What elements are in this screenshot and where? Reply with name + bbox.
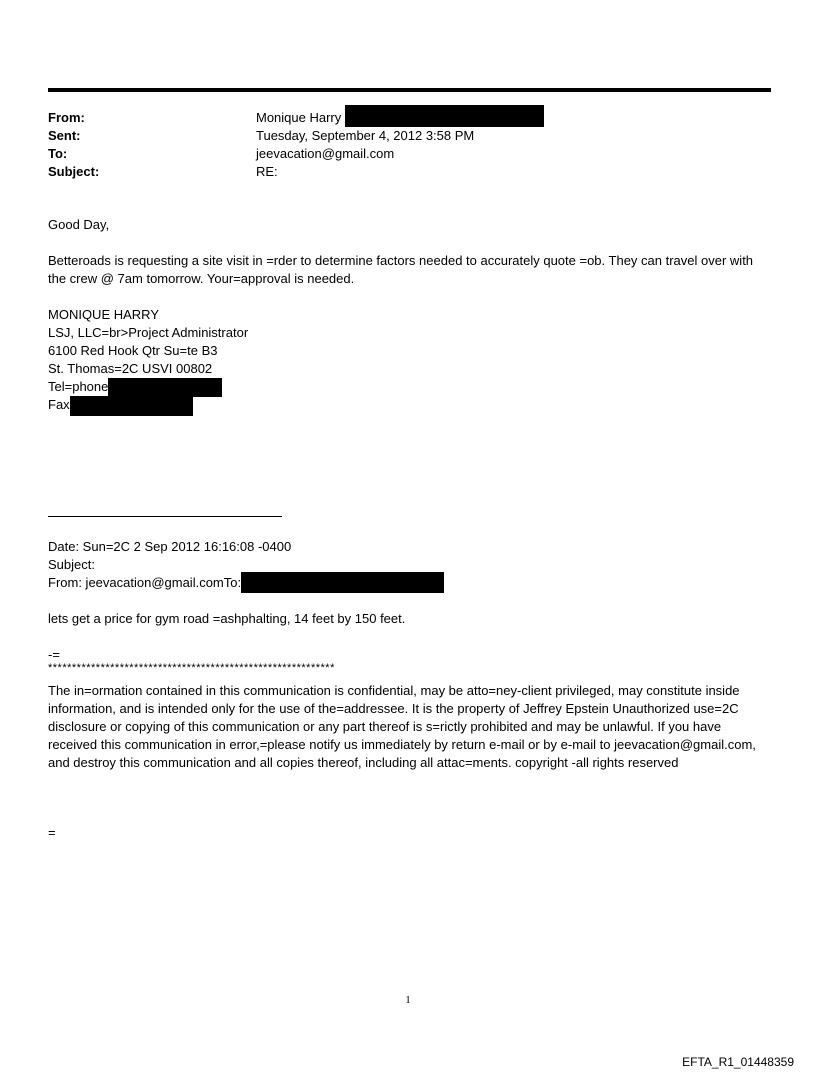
signature-city: St. Thomas=2C USVI 00802 bbox=[48, 361, 213, 376]
from-label: From: bbox=[48, 110, 85, 125]
redaction-box bbox=[345, 105, 544, 127]
quoted-from-text: From: jeevacation@gmail.comTo: bbox=[48, 575, 242, 590]
from-value bbox=[256, 109, 544, 127]
quoted-date: Date: Sun=2C 2 Sep 2012 16:16:08 -0400 bbox=[48, 539, 292, 554]
signature-block bbox=[48, 306, 772, 414]
quoted-subject: Subject: bbox=[48, 557, 95, 572]
redaction-box bbox=[108, 378, 222, 397]
signature-tel bbox=[48, 378, 772, 396]
end-marker: = bbox=[48, 825, 56, 840]
page-number: 1 bbox=[405, 994, 411, 1006]
greeting: Good Day, bbox=[48, 217, 110, 232]
subject-value: RE: bbox=[256, 164, 278, 179]
sent-value: Tuesday, September 4, 2012 3:58 PM bbox=[256, 128, 475, 143]
stars-separator: ************************************************************ bbox=[48, 662, 335, 674]
to-value: jeevacation@gmail.com bbox=[256, 146, 395, 161]
body-paragraph: Betteroads is requesting a site visit in =rder to determine factors needed to accurately quote =ob. They can travel over with the crew @ 7am tomorrow. Your=approval is needed. bbox=[48, 253, 754, 286]
quoted-message: lets get a price for gym road =ashphalting, 14 feet by 150 feet. bbox=[48, 611, 406, 626]
email-header bbox=[48, 109, 544, 181]
redaction-box bbox=[241, 572, 444, 593]
signature-company: LSJ, LLC=br>Project Administrator bbox=[48, 325, 249, 340]
marker: -= bbox=[48, 647, 60, 662]
to-row bbox=[48, 145, 544, 163]
redaction-box bbox=[70, 396, 193, 416]
sent-row bbox=[48, 127, 544, 145]
subject-row bbox=[48, 163, 544, 181]
from-row bbox=[48, 109, 544, 127]
tel-label: Tel=phone bbox=[48, 379, 109, 394]
signature-fax bbox=[48, 396, 772, 414]
signature-address: 6100 Red Hook Qtr Su=te B3 bbox=[48, 343, 218, 358]
document-id: EFTA_R1_01448359 bbox=[682, 1055, 794, 1069]
signature-name: MONIQUE HARRY bbox=[48, 307, 159, 322]
subject-label: Subject: bbox=[48, 164, 100, 179]
fax-label: Fax bbox=[48, 397, 70, 412]
quoted-from bbox=[48, 574, 772, 592]
quote-divider bbox=[48, 516, 282, 517]
quoted-header bbox=[48, 538, 772, 592]
confidentiality-disclaimer: The in=ormation contained in this communication is confidential, may be atto=ney-client privileged, may constitute inside information, and is intended only for the use of the=addressee. It is the property of Jeffrey Epstein Unauthorized use=2C disclosure or copying of this communication or any part thereof is s=rictly prohibited and may be unlawful. If you have received this communication in error,=please notify us immediately by return e-mail or by e-mail to jeevacation@gmail.com, and destroy this communication and all copies thereof, including all attac=ments. copyright -all rights reserved bbox=[48, 683, 756, 770]
sender-name: Monique Harry bbox=[256, 110, 342, 125]
to-label: To: bbox=[48, 146, 68, 161]
header-divider bbox=[48, 88, 771, 92]
sent-label: Sent: bbox=[48, 128, 81, 143]
